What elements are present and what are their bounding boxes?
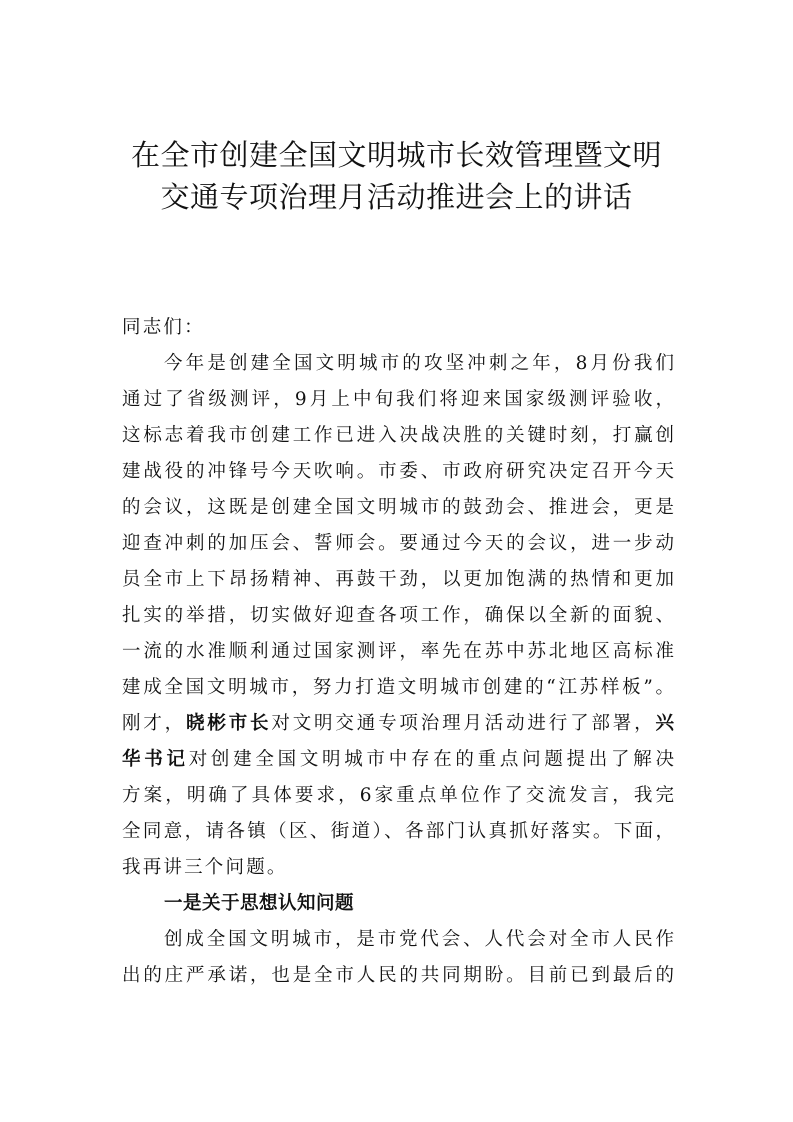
paragraph-1-line-11 [122,706,674,742]
paragraph-1-line-10: 建成全国文明城市，努力打造文明城市创建的“江苏样板”。 [122,677,674,698]
paragraph-1-line-14: 全同意，请各镇（区、街道）、各部门认真抓好落实。下面， [122,821,674,842]
text-segment: 对创建全国文明城市中存在的重点问题提出了解决 [188,749,674,770]
document-title [0,134,793,218]
title-line-1: 在全市创建全国文明城市长效管理暨文明 [130,138,662,172]
text-segment: 刚才， [122,713,187,734]
speaker-name-secretary-part2: 华书记 [122,749,189,770]
paragraph-2-line-2: 出的庄严承诺，也是全市人民的共同期盼。目前已到最后的 [122,965,674,986]
speaker-name-secretary-part1: 兴 [655,713,674,734]
title-line-2: 交通专项治理月活动推进会上的讲话 [160,180,633,214]
paragraph-1-line-12 [122,742,674,778]
text-segment: 对文明交通专项治理月活动进行了部署， [271,713,656,734]
paragraph-1-line-4: 建战役的冲锋号今天吹响。市委、市政府研究决定召开今天 [122,461,674,482]
paragraph-1-line-2: 通过了省级测评，9月上中旬我们将迎来国家级测评验收， [122,389,674,410]
paragraph-1-line-6: 迎查冲刺的加压会、誓师会。要通过今天的会议，进一步动 [122,533,674,554]
salutation: 同志们： [122,317,205,338]
paragraph-1-line-15: 我再讲三个问题。 [122,857,288,878]
paragraph-2-line-1: 创成全国文明城市，是市党代会、人代会对全市人民作 [164,929,674,950]
section-heading: 一是关于思想认知问题 [164,893,355,914]
speaker-name-mayor: 晓彬市长 [186,713,272,734]
paragraph-1-line-13: 方案，明确了具体要求，6家重点单位作了交流发言，我完 [122,785,674,806]
paragraph-1-line-9: 一流的水准顺利通过国家测评，率先在苏中苏北地区高标准 [122,641,674,662]
paragraph-1-line-8: 扎实的举措，切实做好迎查各项工作，确保以全新的面貌、 [122,605,674,626]
paragraph-1-line-3: 这标志着我市创建工作已进入决战决胜的关键时刻，打赢创 [122,425,674,446]
paragraph-1-line-5: 的会议，这既是创建全国文明城市的鼓劲会、推进会，更是 [122,497,674,518]
paragraph-1-line-1: 今年是创建全国文明城市的攻坚冲刺之年，8月份我们 [164,353,674,374]
paragraph-1-line-7: 员全市上下昂扬精神、再鼓干劲，以更加饱满的热情和更加 [122,569,674,590]
